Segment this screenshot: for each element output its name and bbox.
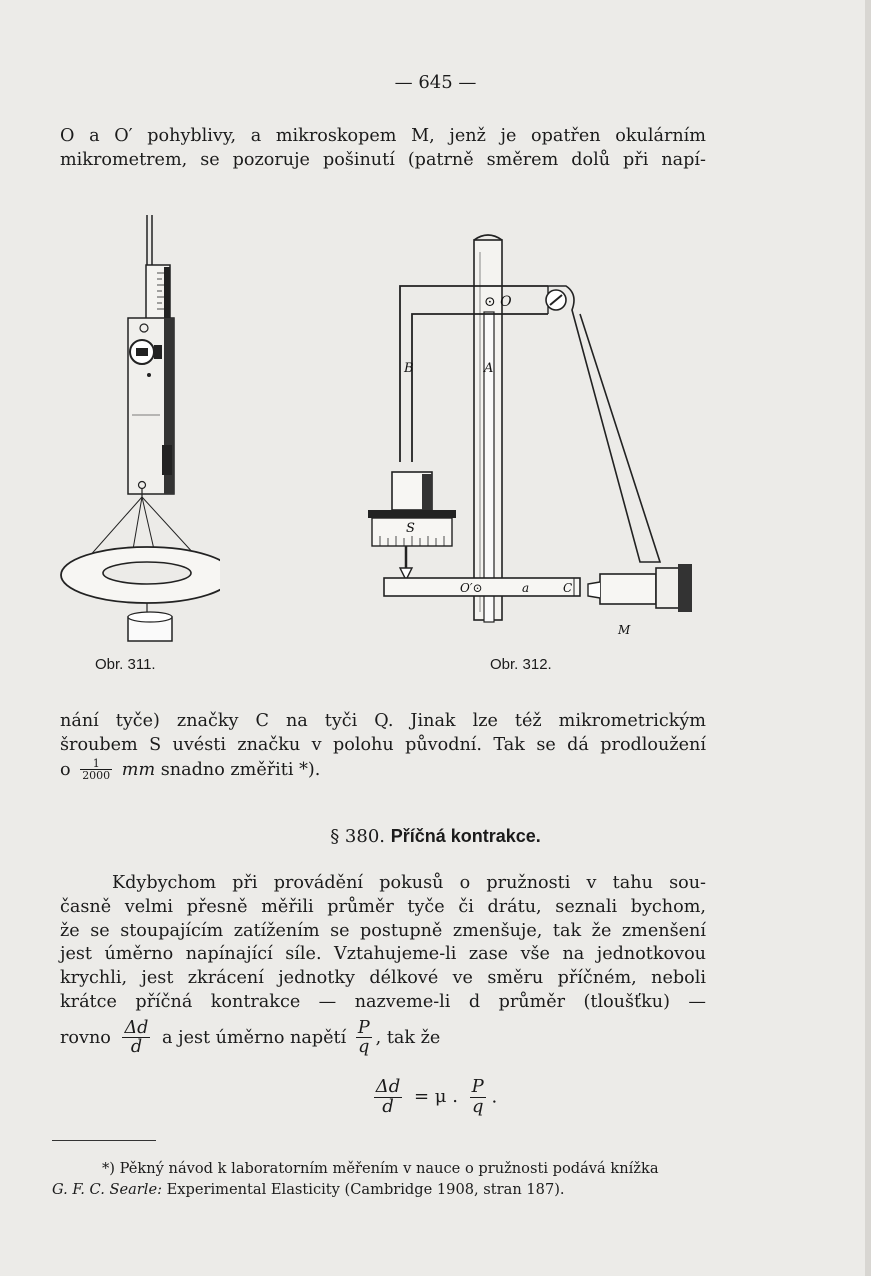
label-B: B xyxy=(404,361,414,376)
text-line-with-fraction xyxy=(60,758,706,783)
text-line: šroubem S uvésti značku v polohu původní. Tak se dá prodloužení xyxy=(60,734,706,755)
text-fragment: , tak že xyxy=(375,1027,441,1048)
fraction-denominator: d xyxy=(382,1095,394,1117)
formula-poisson xyxy=(0,1078,871,1117)
footnote xyxy=(52,1158,698,1200)
label-M: M xyxy=(618,623,631,637)
text-line: mikrometrem, se pozoruje pošinutí (patrně směrem dolů při napí- xyxy=(60,149,706,170)
footnote-text: Experimental Elasticity (Cambridge 1908, stran 187). xyxy=(166,1181,565,1198)
formula-lhs xyxy=(374,1078,403,1117)
fraction-numerator: Δd xyxy=(124,1017,149,1038)
fraction-numerator: Δd xyxy=(375,1076,401,1097)
paragraph-intro xyxy=(60,125,706,173)
footnote-line: *) Pěkný návod k laboratorním měřením v nauce o pružnosti podává knížka xyxy=(102,1160,659,1177)
unit-mm: mm xyxy=(121,759,156,780)
page-number: — 645 — xyxy=(394,72,477,93)
figure-311-caption: Obr. 311. xyxy=(95,656,156,673)
text-fragment: snadno změřiti *). xyxy=(160,759,321,780)
text-fragment: o xyxy=(60,759,71,780)
fraction-denominator: q xyxy=(358,1037,370,1058)
formula-operator: = μ . xyxy=(413,1086,458,1108)
text-line: Kdybychom při provádění pokusů o pružnosti v tahu sou- xyxy=(112,873,706,893)
section-heading xyxy=(0,826,871,847)
figure-312-caption: Obr. 312. xyxy=(490,656,552,673)
label-S: S xyxy=(406,521,415,536)
fraction-numerator: P xyxy=(357,1017,370,1038)
figure-311 xyxy=(60,215,220,655)
paragraph-contraction xyxy=(60,872,706,1057)
text-line: krátce příčná kontrakce — nazveme-li d průměr (tloušťku) — xyxy=(60,991,706,1012)
footnote-divider xyxy=(52,1140,156,1141)
figure-312 xyxy=(360,232,705,637)
footnote-author: G. F. C. Searle: xyxy=(52,1181,163,1198)
paragraph-continuation xyxy=(60,710,706,782)
label-A: A xyxy=(484,361,494,376)
text-line-with-fractions xyxy=(60,1019,706,1057)
label-O xyxy=(484,294,512,310)
text-line: nání tyče) značky C na tyči Q. Jinak lze též mikrometrickým xyxy=(60,711,706,731)
formula-rhs xyxy=(470,1078,486,1117)
fraction-numerator: 1 xyxy=(80,758,112,771)
fraction-denominator: q xyxy=(471,1095,484,1117)
label-a: a xyxy=(522,581,530,595)
text-fragment: rovno xyxy=(60,1027,111,1048)
text-fragment: a jest úměrno napětí xyxy=(162,1027,347,1048)
section-number: § 380. xyxy=(330,826,385,847)
fraction-numerator: P xyxy=(471,1076,484,1097)
fraction-denominator: d xyxy=(130,1037,143,1058)
text-line: že se stoupajícím zatížením se postupně zmenšuje, tak že zmenšení xyxy=(60,920,706,941)
text-line: O a O′ pohyblivy, a mikroskopem M, jenž je opatřen okulárním xyxy=(60,126,706,146)
text-line: časně velmi přesně měřili průměr tyče či drátu, seznali bychom, xyxy=(60,896,706,917)
label-O-prime: O′⊙ xyxy=(460,581,483,595)
fraction-denominator: 2000 xyxy=(82,769,111,783)
text-line: jest úměrno napínající síle. Vztahujeme-li zase vše na jednotkovou xyxy=(60,944,706,965)
fraction-p-over-q xyxy=(356,1019,372,1057)
formula-end: . xyxy=(491,1086,498,1108)
text-line: krychli, jest zkrácení jednotky délkové ve směru příčném, neboli xyxy=(60,968,706,989)
footnote-line xyxy=(52,1181,565,1198)
label-C: C xyxy=(563,581,573,595)
section-title: Příčná kontrakce. xyxy=(390,826,541,846)
fraction-1-2000 xyxy=(80,758,112,782)
svg-text:⊙ O: ⊙ O xyxy=(484,294,512,310)
fraction-delta-d-over-d xyxy=(122,1019,150,1057)
